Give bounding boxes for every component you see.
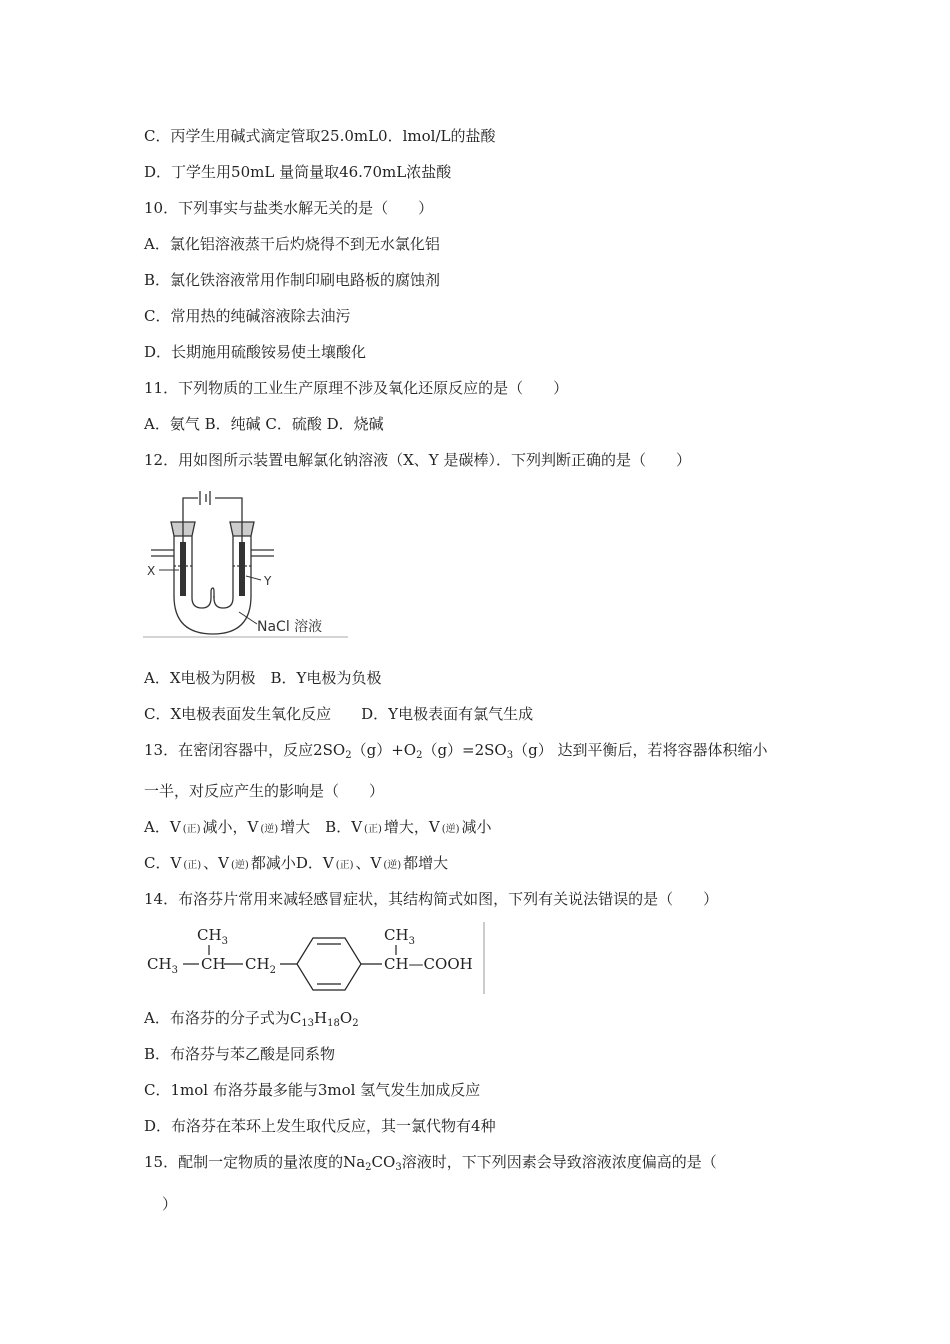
- electrolysis-apparatus-figure: [143, 484, 353, 639]
- svg-text:CH2: $CH_2$: [245, 955, 276, 976]
- q10-option-b: B．氯化铁溶液常用作制印刷电路板的腐蚀剂: [144, 271, 441, 289]
- q9-option-c: C．丙学生用碱式滴定管取25.0mL0．lmol/L的盐酸: [144, 127, 496, 145]
- q14-option-a: A．布洛芬的分子式为$C_{13}H_{18}O_2$: [144, 1009, 359, 1029]
- q10-option-c: C．常用热的纯碱溶液除去油污: [144, 307, 351, 325]
- electrode-x-label: X: [147, 564, 156, 578]
- q12-options-cd: C．X电极表面发生氧化反应 D．Y电极表面有氯气生成: [144, 705, 534, 723]
- svg-text:CH—COOH: CH—COOH: [384, 955, 473, 973]
- q9-option-d: D．丁学生用50mL 量筒量取46.70mL浓盐酸: [144, 163, 452, 181]
- q13-stem-line2: 一半，对反应产生的影响是（ ）: [144, 782, 385, 800]
- q10-stem: 10．下列事实与盐类水解无关的是（ ）: [144, 199, 434, 217]
- q11-options: A．氨气 B．纯碱 C．硫酸 D．烧碱: [144, 415, 384, 433]
- electrode-y-label: Y: [264, 574, 272, 588]
- q15-stem: 15．配制一定物质的量浓度的$Na_2CO_3$溶液时，下下列因素会导致溶液浓度偏高的是（: [144, 1153, 717, 1173]
- svg-text:CH: CH: [201, 955, 226, 973]
- q14-stem: 14．布洛芬片常用来减轻感冒症状，其结构简式如图，下列有关说法错误的是（ ）: [144, 890, 719, 908]
- q15-stem-line2: ）: [162, 1195, 178, 1213]
- svg-text:CH3: $CH_3$: [197, 926, 228, 947]
- q14-option-b: B．布洛芬与苯乙酸是同系物: [144, 1045, 336, 1063]
- q14-option-d: D．布洛芬在苯环上发生取代反应，其一氯代物有4种: [144, 1117, 496, 1135]
- q11-stem: 11．下列物质的工业生产原理不涉及氧化还原反应的是（ ）: [144, 379, 569, 397]
- q13-stem: 13．在密闭容器中，反应$2SO_2(g)+O_2(g)=2SO_3(g)$ 达到平衡后，若将容器体积缩小: [144, 741, 768, 761]
- ibuprofen-structure-figure: [145, 920, 490, 996]
- q12-options-ab: A．X电极为阴极 B．Y电极为负极: [144, 669, 382, 687]
- q13-options-ab: A．V (正) 减小，V (逆) 增大 B．V (正) 增大，V (逆) 减小: [144, 818, 492, 836]
- q10-option-d: D．长期施用硫酸铵易使土壤酸化: [144, 343, 367, 361]
- q13-options-cd: C．V (正) 、V (逆) 都减小D．V (正) 、V (逆) 都增大: [144, 854, 449, 872]
- q14-option-c: C．1mol 布洛芬最多能与3mol 氢气发生加成反应: [144, 1081, 481, 1099]
- solution-label: NaCl 溶液: [257, 619, 323, 635]
- q10-option-a: A．氯化铝溶液蒸干后灼烧得不到无水氯化铝: [144, 235, 440, 253]
- svg-text:CH3: $CH_3$: [147, 955, 178, 976]
- svg-text:CH3: $CH_3$: [384, 926, 415, 947]
- q12-stem: 12．用如图所示装置电解氯化钠溶液（X、Y 是碳棒）．下列判断正确的是（ ）: [144, 451, 691, 469]
